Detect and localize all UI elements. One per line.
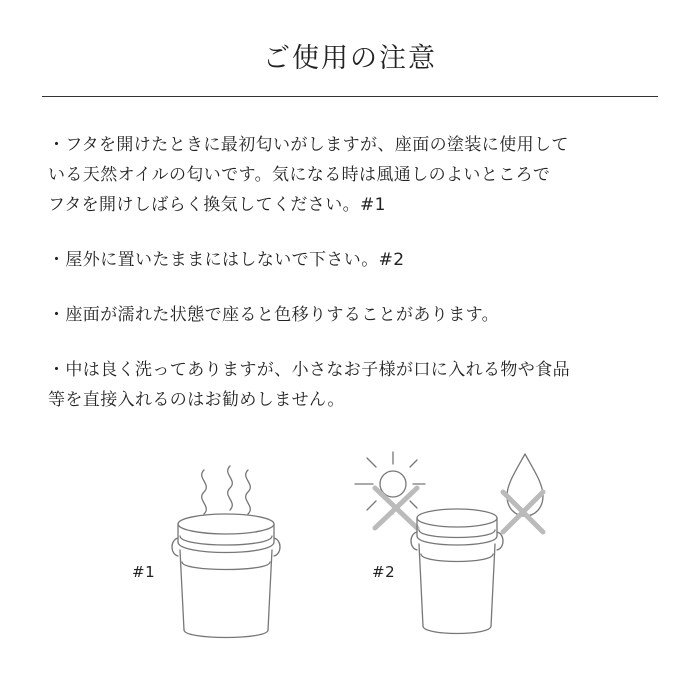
note-line: ・屋外に置いたままにはしないで下さい。#2 [48,250,405,270]
figure-1-label: #1 [132,563,156,581]
note-line: フタを開けしばらく換気してください。#1 [48,195,386,215]
prohibited-sun-mark [375,488,417,528]
note-line: いる天然オイルの匂いです。気になる時は風通しのよいところで [48,165,551,185]
note-odor [48,130,658,220]
note-line: 等を直接入れるのはお勧めしません。 [48,390,345,410]
note-line: ・座面が濡れた状態で座ると色移りすることがあります。 [48,305,500,325]
caution-notes [48,130,658,440]
note-wet-seat [48,300,658,330]
note-line: ・中は良く洗ってありますが、小さなお子様が口に入れる物や食品 [48,360,570,380]
figure-2-label: #2 [372,563,396,581]
page-title: ご使用の注意 [263,43,437,74]
title-divider [42,96,658,97]
note-outdoor [48,245,658,275]
note-food [48,355,658,415]
bucket-with-odor-icon [160,462,290,652]
bucket-sun-rain-prohibited-icon [345,448,575,648]
note-line: ・フタを開けたときに最初匂いがしますが、座面の塗装に使用して [48,135,569,155]
